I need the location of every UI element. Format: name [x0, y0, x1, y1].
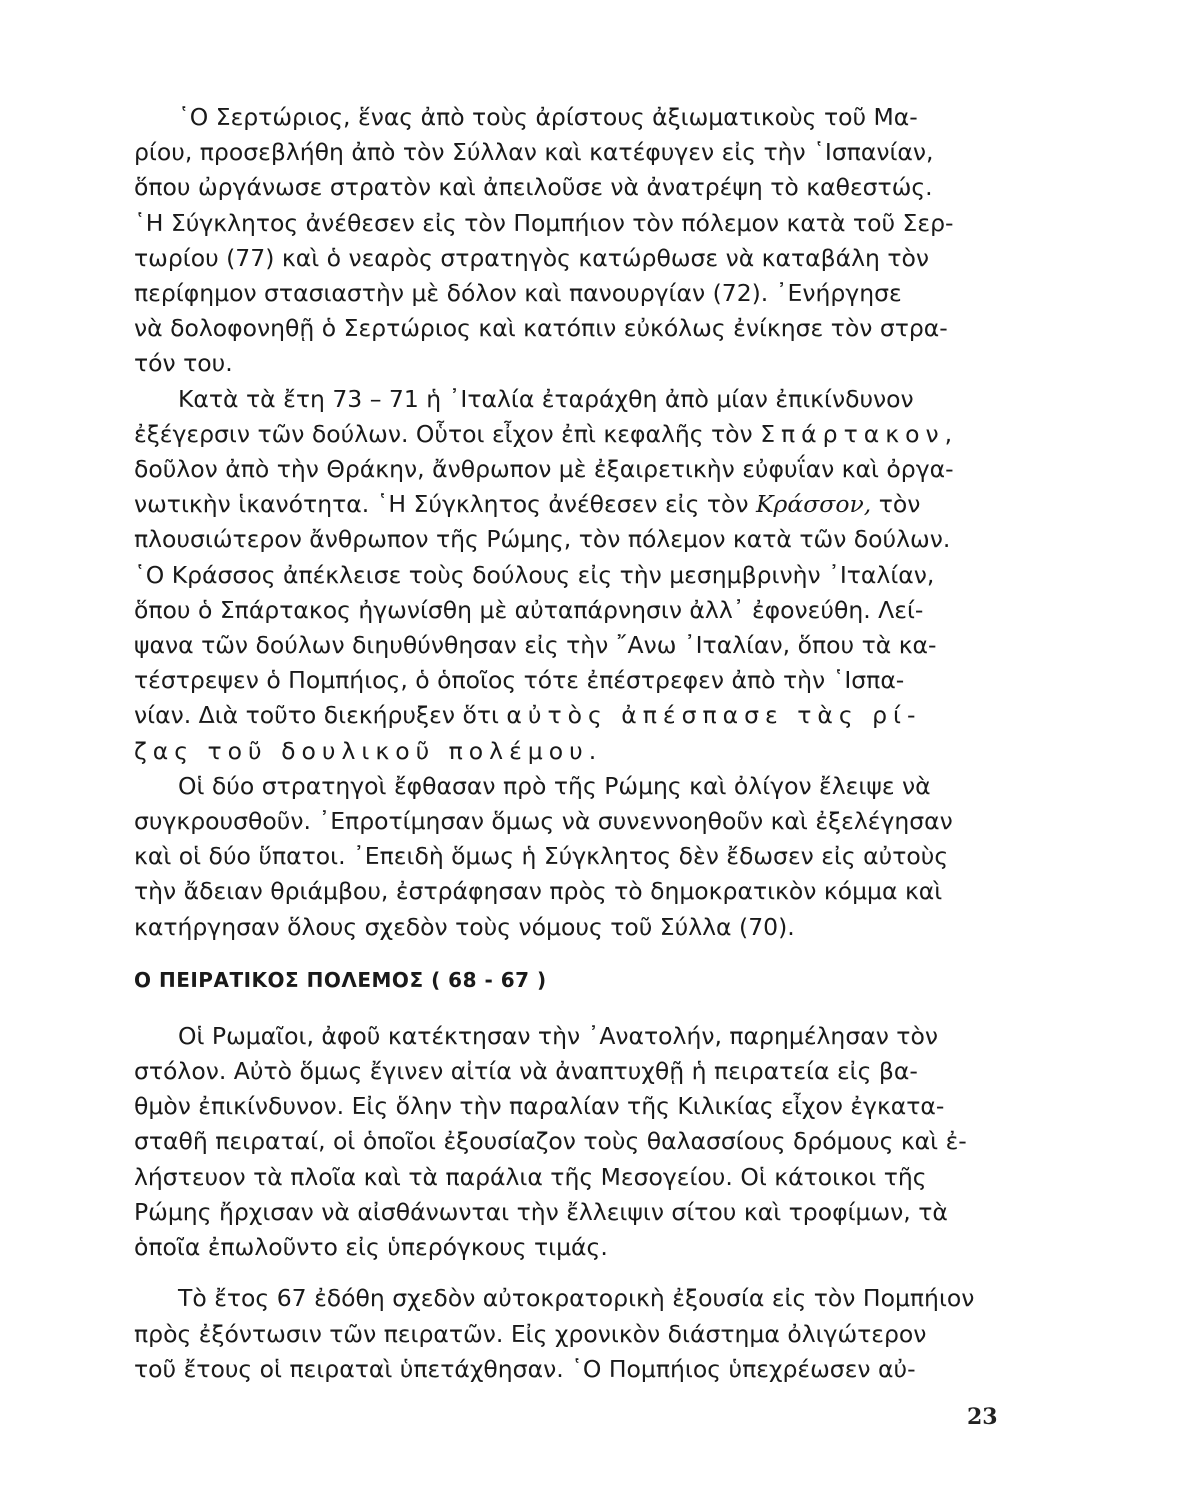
text-line: ὅπου ὠργάνωσε στρατὸν καὶ ἀπειλοῦσε νὰ ἀνατρέψη τὸ καθεστώς.	[134, 173, 933, 202]
text-line: τοῦ ἔτους οἱ πειραταὶ ὑπετάχθησαν. ῾Ο Πομπήιος ὑπεχρέωσεν αὐ-	[134, 1354, 916, 1383]
text-line: ὅπου ὁ Σπάρτακος ἠγωνίσθη μὲ αὐταπάρνησιν ἀλλ᾿ ἐφονεύθη. Λεί-	[134, 595, 924, 624]
text-line: πλουσιώτερον ἄνθρωπον τῆς Ρώμης, τὸν πόλεμον κατὰ τῶν δούλων.	[134, 525, 951, 554]
text-line	[134, 487, 1000, 522]
emphasis-spartacus: Σπάρτακον,	[760, 419, 959, 448]
text-line: ψανα τῶν δούλων διηυθύνθησαν εἰς τὴν ῎Ανω ᾿Ιταλίαν, ὅπου τὰ κα-	[134, 631, 937, 660]
text-line: τωρίου (77) καὶ ὁ νεαρὸς στρατηγὸς κατώρθωσε νὰ καταβάλη τὸν	[134, 243, 930, 272]
text-line: ῾Ο Κράσσος ἀπέκλεισε τοὺς δούλους εἰς τὴν μεσημβρινὴν ᾿Ιταλίαν,	[134, 560, 935, 589]
text-line: κατήργησαν ὅλους σχεδὸν τοὺς νόμους τοῦ Σύλλα (70).	[134, 912, 795, 941]
text-line: τέστρεψεν ὁ Πομπήιος, ὁ ὁποῖος τότε ἐπέστρεφεν ἀπὸ τὴν ῾Ισπα-	[134, 666, 905, 695]
text-line	[134, 417, 1000, 452]
text-line: σταθῆ πειραταί, οἱ ὁποῖοι ἐξουσίαζον τοὺς θαλασσίους δρόμους καὶ ἐ-	[134, 1127, 967, 1156]
text-line: Κατὰ τὰ ἔτη 73 – 71 ἡ ᾿Ιταλία ἐταράχθη ἀπὸ μίαν ἐπικίνδυνον	[178, 384, 914, 413]
text-line: στόλον. Αὐτὸ ὅμως ἔγινεν αἰτία νὰ ἀναπτυχθῇ ἡ πειρατεία εἰς βα-	[134, 1057, 918, 1086]
section-heading: Ο ΠΕΙΡΑΤΙΚΟΣ ΠΟΛΕΜΟΣ ( 68 - 67 )	[134, 967, 547, 992]
paragraph-piracy	[134, 1019, 1000, 1265]
text-line: ῾Ο Σερτώριος, ἕνας ἀπὸ τοὺς ἀρίστους ἀξιωματικοὺς τοῦ Μα-	[178, 103, 918, 131]
emphasis-crassus: Κράσσον,	[756, 490, 872, 519]
paragraph-sertorius	[134, 100, 1000, 382]
text-line: θμὸν ἐπικίνδυνον. Εἰς ὅλην τὴν παραλίαν τῆς Κιλικίας εἶχον ἐγκατα-	[134, 1092, 945, 1121]
paragraph-spartacus	[134, 382, 1000, 769]
text-line	[134, 698, 1000, 733]
text-span: νωτικὴν ἱκανότητα. ῾Η Σύγκλητος ἀνέθεσεν εἰς τὸν	[134, 490, 749, 519]
text-line: ῾Η Σύγκλητος ἀνέθεσεν εἰς τὸν Πομπήιον τὸν πόλεμον κατὰ τοῦ Σερ-	[134, 208, 954, 237]
text-span: ἐξέγερσιν τῶν δούλων. Οὗτοι εἶχον ἐπὶ κεφαλῆς τὸν	[134, 419, 753, 448]
text-line: πρὸς ἐξόντωσιν τῶν πειρατῶν. Εἰς χρονικὸν διάστημα ὀλιγώτερον	[134, 1319, 927, 1348]
paragraph-consuls	[134, 769, 1000, 945]
text-line: συγκρουσθοῦν. ᾿Επροτίμησαν ὅμως νὰ συνεννοηθοῦν καὶ ἐξελέγησαν	[134, 807, 953, 836]
text-line: δοῦλον ἀπὸ τὴν Θράκην, ἄνθρωπον μὲ ἐξαιρετικὴν εὐφυΐαν καὶ ὀργα-	[134, 455, 954, 484]
emphasis-quote: αὐτὸς ἀπέσπασε τὰς ρί-	[506, 701, 922, 730]
text-line: ρίου, προσεβλήθη ἀπὸ τὸν Σύλλαν καὶ κατέφυγεν εἰς τὴν ῾Ισπανίαν,	[134, 138, 934, 167]
text-line: τὴν ἄδειαν θριάμβου, ἐστράφησαν πρὸς τὸ δημοκρατικὸν κόμμα καὶ	[134, 877, 943, 906]
text-line: Ρώμης ἤρχισαν νὰ αἰσθάνωνται τὴν ἔλλειψιν σίτου καὶ τροφίμων, τὰ	[134, 1197, 948, 1226]
text-line: ὁποῖα ἐπωλοῦντο εἰς ὑπερόγκους τιμάς.	[134, 1233, 608, 1262]
text-line: Οἱ Ρωμαῖοι, ἀφοῦ κατέκτησαν τὴν ᾿Ανατολήν, παρημέλησαν τὸν	[178, 1021, 938, 1050]
text-line: Τὸ ἔτος 67 ἐδόθη σχεδὸν αὐτοκρατορικὴ ἐξουσία εἰς τὸν Πομπήιον	[178, 1284, 975, 1313]
text-line: λήστευον τὰ πλοῖα καὶ τὰ παράλια τῆς Μεσογείου. Οἱ κάτοικοι τῆς	[134, 1162, 927, 1191]
text-span: τὸν	[878, 490, 921, 519]
text-line: Οἱ δύο στρατηγοὶ ἔφθασαν πρὸ τῆς Ρώμης καὶ ὀλίγον ἔλειψε νὰ	[178, 771, 931, 800]
text-line: περίφημον στασιαστὴν μὲ δόλον καὶ πανουργίαν (72). ᾿Ενήργησε	[134, 279, 902, 308]
text-span: νίαν. Διὰ τοῦτο διεκήρυξεν ὅτι	[134, 701, 499, 730]
text-line: τόν του.	[134, 349, 233, 378]
page-number: 23	[967, 1404, 998, 1430]
text-line-emphasis: ζας τοῦ δουλικοῦ πολέμου.	[134, 736, 603, 765]
paragraph-pompey-power	[134, 1281, 1000, 1387]
text-line: καὶ οἱ δύο ὕπατοι. ᾿Επειδὴ ὅμως ἡ Σύγκλητος δὲν ἔδωσεν εἰς αὐτοὺς	[134, 842, 949, 871]
text-line: νὰ δολοφονηθῇ ὁ Σερτώριος καὶ κατόπιν εὐκόλως ἐνίκησε τὸν στρα-	[134, 314, 948, 343]
